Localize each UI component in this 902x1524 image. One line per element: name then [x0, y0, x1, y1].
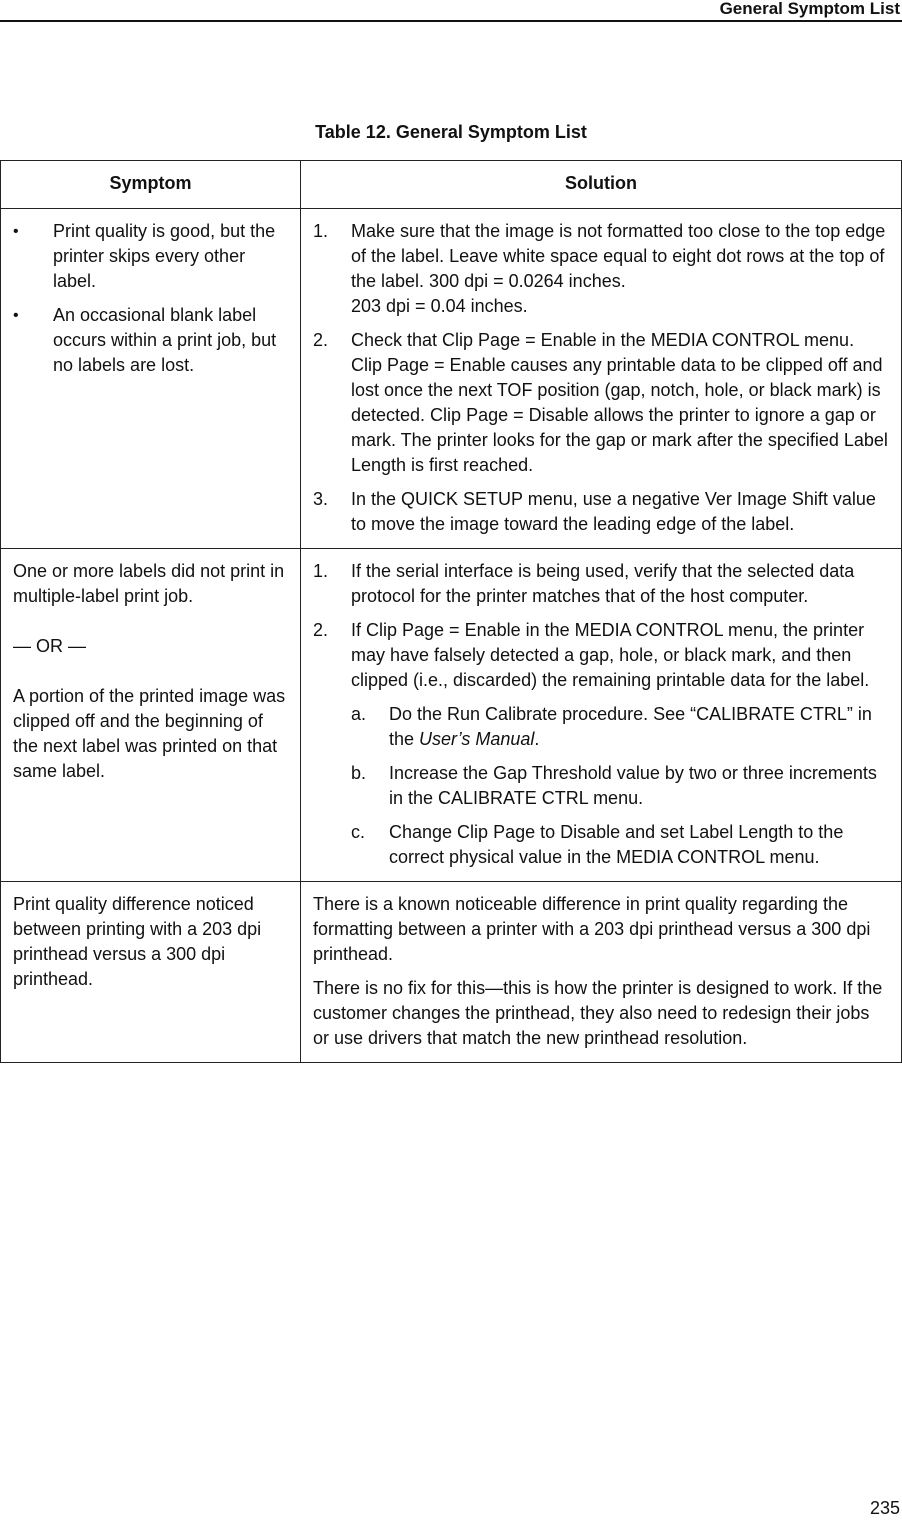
solution-cell: [301, 882, 902, 1063]
symptom-bullet: [13, 303, 289, 378]
table-caption: Table 12. General Symptom List: [315, 122, 587, 142]
symptom-text: Print quality difference noticed between printing with a 203 dpi printhead versus a 300 dpi printhead.: [13, 894, 262, 989]
step-number: 2.: [313, 330, 329, 350]
step-text: If Clip Page = Enable in the MEDIA CONTROL menu, the printer may have falsely detected a gap, hole, or black mark, and then clipped (i.e., discarded) the remaining printable data for the label.: [351, 620, 870, 690]
symptom-text: One or more labels did not print in multiple-label print job.: [13, 561, 285, 606]
solution-cell: [301, 549, 902, 882]
symptom-text: An occasional blank label occurs within a print job, but no labels are lost.: [53, 305, 277, 375]
step-number: 2.: [313, 620, 329, 640]
solution-step: [313, 559, 890, 609]
solution-step: [313, 487, 890, 537]
solution-column-header: Solution: [301, 161, 902, 209]
manual-title: User’s Manual: [419, 729, 535, 749]
or-separator: — OR —: [13, 636, 87, 656]
solution-step: [313, 328, 890, 478]
step-text: Make sure that the image is not formatted too close to the top edge of the label. Leave white space equal to eight dot rows at the top of the label. 300 dpi = 0.0264 inches.: [351, 221, 886, 291]
symptom-column-header: Symptom: [1, 161, 301, 209]
symptom-table: [0, 160, 902, 1063]
substep-text: Do the Run Calibrate procedure. See “CALIBRATE CTRL” in the: [389, 704, 872, 749]
solution-paragraph: There is no fix for this—this is how the printer is designed to work. If the customer changes the printhead, they also need to redesign their jobs or use drivers that match the new printhead resolution.: [313, 978, 883, 1048]
solution-step: [313, 618, 890, 693]
substep-text: Change Clip Page to Disable and set Label Length to the correct physical value in the MEDIA CONTROL menu.: [389, 822, 844, 867]
symptom-cell: [1, 549, 301, 882]
substep-text: Increase the Gap Threshold value by two or three increments in the CALIBRATE CTRL menu.: [389, 763, 877, 808]
table-header-row: [1, 161, 902, 209]
solution-substep: [351, 761, 890, 811]
step-text: Check that Clip Page = Enable in the MEDIA CONTROL menu. Clip Page = Enable causes any printable data to be clipped off and lost once the next TOF position (gap, notch, hole, or black mark) is detected. Clip Page = Disable allows the printer to ignore a gap or mark. The printer looks for the gap or mark after the specified Label Length is first reached.: [351, 330, 888, 475]
solution-substep: [351, 820, 890, 870]
running-header: [0, 0, 902, 22]
symptom-text: A portion of the printed image was clipped off and the beginning of the next label was printed on that same label.: [13, 686, 286, 781]
step-text-line2: 203 dpi = 0.04 inches.: [351, 296, 528, 316]
bullet-icon: •: [13, 307, 19, 324]
page-number: 235: [869, 1498, 900, 1518]
step-text: If the serial interface is being used, verify that the selected data protocol for the printer matches that of the host computer.: [351, 561, 855, 606]
solution-substep: [351, 702, 890, 752]
step-text: In the QUICK SETUP menu, use a negative Ver Image Shift value to move the image toward the leading edge of the label.: [351, 489, 876, 534]
table-row: [1, 882, 902, 1063]
step-number: 1.: [313, 221, 329, 241]
substep-letter: c.: [351, 822, 366, 842]
symptom-cell: [1, 209, 301, 549]
symptom-bullet: [13, 219, 289, 294]
solution-paragraph: There is a known noticeable difference in print quality regarding the formatting between a printer with a 203 dpi printhead versus a 300 dpi printhead.: [313, 894, 871, 964]
step-number: 1.: [313, 561, 329, 581]
substep-tail: .: [534, 729, 540, 749]
solution-step: [313, 219, 890, 319]
substep-letter: b.: [351, 763, 367, 783]
symptom-cell: [1, 882, 301, 1063]
header-title: General Symptom List: [719, 0, 900, 18]
solution-cell: [301, 209, 902, 549]
table-row: [1, 549, 902, 882]
symptom-text: Print quality is good, but the printer skips every other label.: [53, 221, 276, 291]
substep-letter: a.: [351, 704, 367, 724]
bullet-icon: •: [13, 223, 19, 240]
table-row: [1, 209, 902, 549]
step-number: 3.: [313, 489, 329, 509]
